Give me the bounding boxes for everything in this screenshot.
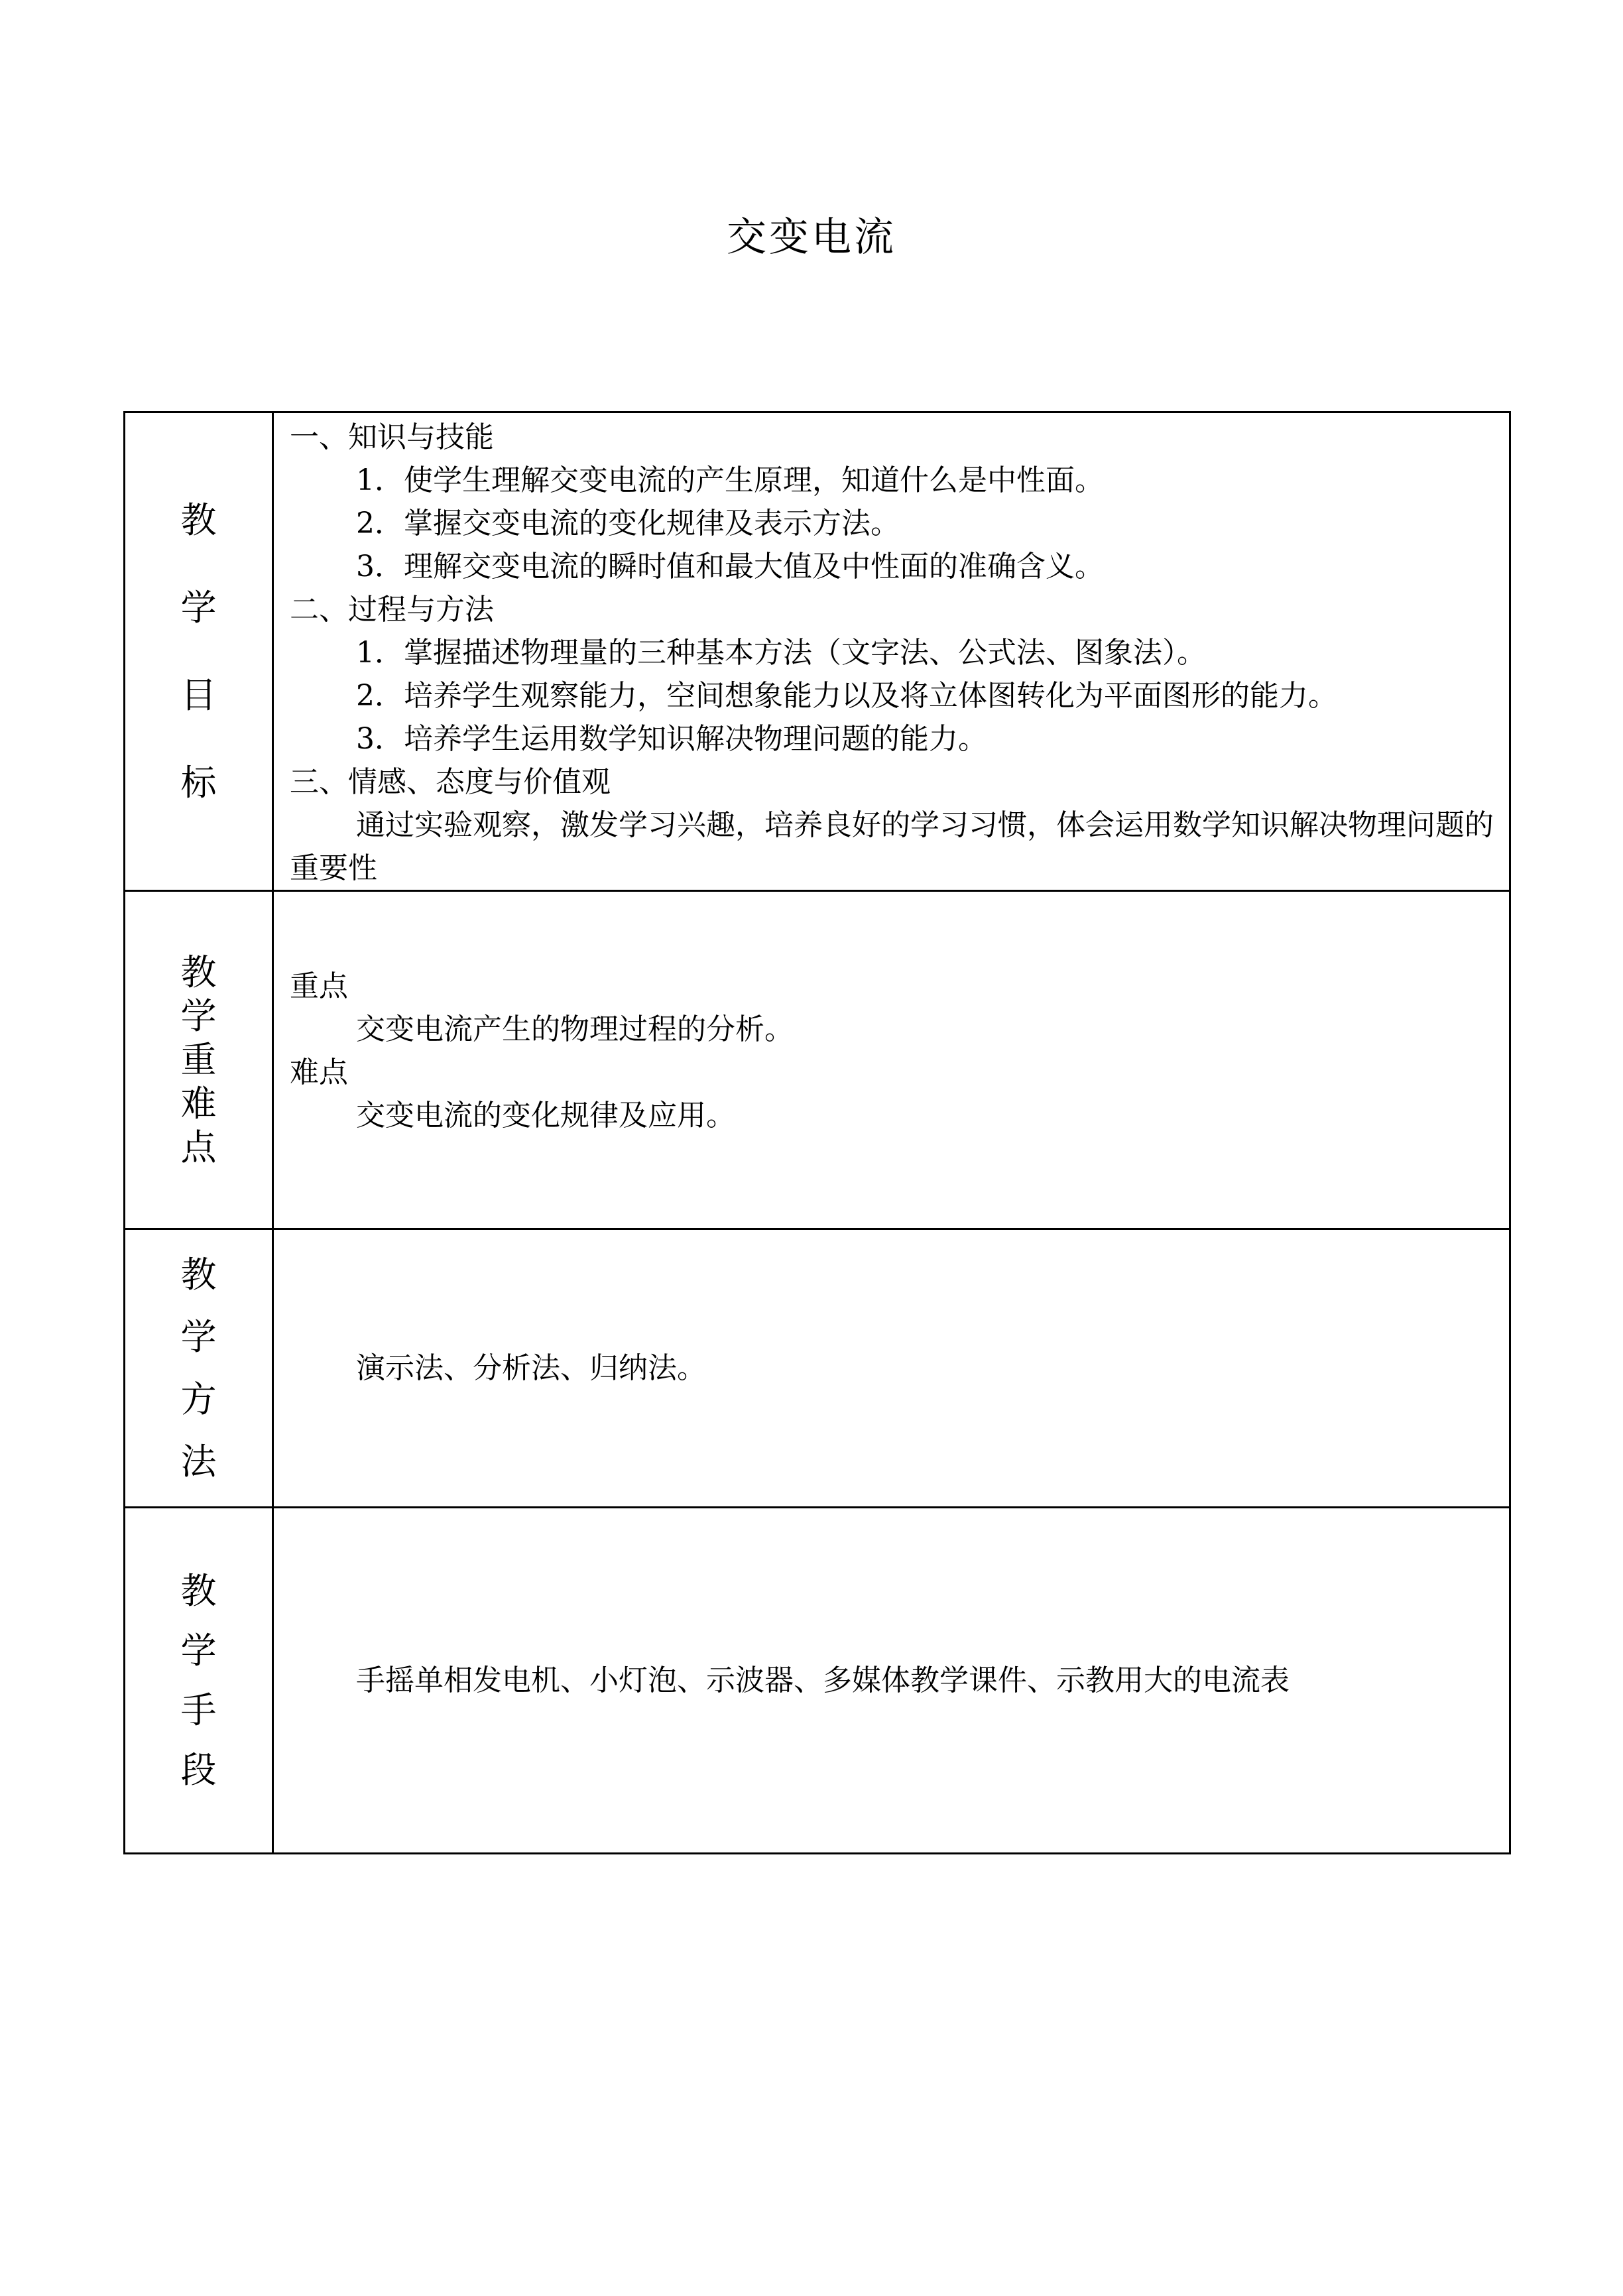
table-row-teaching-objectives [125,412,1510,891]
means-text: 手摇单相发电机、小灯泡、示波器、多媒体教学课件、示教用大的电流表 [356,1663,1290,1697]
label-char: 难 [180,1082,217,1124]
section-heading-process: 二、过程与方法 [290,593,494,627]
row-label-teaching-methods [125,1229,273,1508]
row-label-key-difficult-points [125,891,273,1229]
label-char: 学 [180,1315,217,1358]
table-row-teaching-means [125,1508,1510,1854]
label-char: 教 [180,1569,217,1612]
objectives-content [273,412,1510,891]
list-item: 3．培养学生运用数学知识解决物理问题的能力。 [356,722,987,756]
list-item: 1．掌握描述物理量的三种基本方法（文字法、公式法、图象法）。 [356,636,1206,670]
page-title: 交变电流 [727,214,896,261]
label-char: 段 [180,1748,217,1791]
label-char: 教 [180,1253,217,1296]
label-char: 学 [180,995,217,1037]
list-item: 2．掌握交变电流的变化规律及表示方法。 [356,507,900,540]
paragraph-emotion: 通过实验观察，激发学习兴趣，培养良好的学习习惯，体会运用数学知识解决物理问题的重要性 [290,808,1494,885]
label-char: 方 [180,1378,217,1420]
section-heading-emotion: 三、情感、态度与价值观 [290,765,611,799]
methods-content [273,1229,1510,1508]
means-content [273,1508,1510,1854]
methods-text: 演示法、分析法、归纳法。 [356,1351,706,1385]
label-char: 教 [180,951,217,993]
table-row-key-difficult-points [125,891,1510,1229]
key-point-text: 交变电流产生的物理过程的分析。 [356,1012,794,1046]
list-item: 2．培养学生观察能力，空间想象能力以及将立体图转化为平面图形的能力。 [356,679,1337,713]
key-points-content [273,891,1510,1229]
row-label-teaching-objectives [125,412,273,891]
label-char: 标 [180,761,217,804]
list-item: 3．理解交变电流的瞬时值和最大值及中性面的准确含义。 [356,550,1104,583]
label-char: 学 [180,586,217,629]
table-row-teaching-methods [125,1229,1510,1508]
difficult-point-text: 交变电流的变化规律及应用。 [356,1099,735,1132]
lesson-plan-table [123,411,1511,1854]
row-label-teaching-means [125,1508,273,1854]
label-char: 教 [180,499,217,541]
label-char: 点 [180,1126,217,1168]
difficult-point-heading: 难点 [290,1056,348,1089]
label-char: 学 [180,1629,217,1671]
label-char: 重 [180,1038,217,1081]
key-point-heading: 重点 [290,969,348,1003]
section-heading-knowledge: 一、知识与技能 [290,420,494,454]
label-char: 法 [180,1440,217,1482]
list-item: 1．使学生理解交变电流的产生原理，知道什么是中性面。 [356,463,1104,497]
label-char: 目 [180,674,217,716]
label-char: 手 [180,1689,217,1731]
